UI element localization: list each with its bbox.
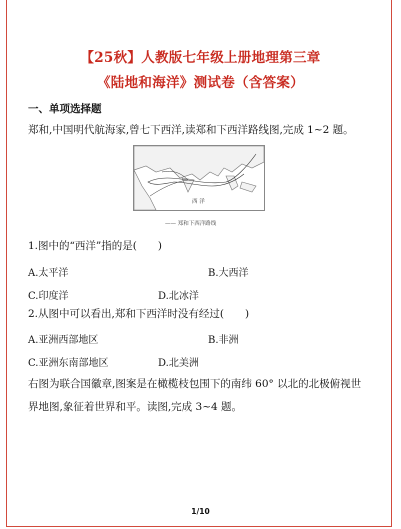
- page-number: 1/10: [191, 507, 210, 516]
- question-2-option-b[interactable]: B.非洲: [208, 335, 239, 346]
- section-heading: 一、单项选择题: [28, 103, 102, 115]
- question-intro-2-line-2: 界地图,象征着世界和平。读图,完成 3~4 题。: [28, 401, 243, 413]
- question-1-stem: 1.图中的“西洋”指的是( ): [28, 240, 162, 252]
- map-caption: —— 郑和下西洋路线: [165, 221, 217, 227]
- question-intro-1: 郑和,中国明代航海家,曾七下西洋,读郑和下西洋路线图,完成 1~2 题。: [28, 124, 354, 136]
- question-2-stem: 2.从图中可以看出,郑和下西洋时没有经过( ): [28, 308, 250, 320]
- question-2-option-c[interactable]: C.亚洲东南部地区: [28, 358, 109, 369]
- map-graphic: [134, 146, 264, 210]
- question-2-option-a[interactable]: A.亚洲西部地区: [28, 335, 99, 346]
- question-1-option-d[interactable]: D.北冰洋: [158, 291, 199, 302]
- question-1-option-a[interactable]: A.太平洋: [28, 268, 69, 279]
- question-1-option-b[interactable]: B.大西洋: [208, 268, 249, 279]
- document-title-line-2: 《陆地和海洋》测试卷（含答案）: [97, 75, 304, 91]
- question-intro-2-line-1: 右图为联合国徽章,图案是在橄榄枝包围下的南纬 60° 以北的北极俯视世: [28, 378, 362, 390]
- map-sea-label: 西 洋: [192, 199, 205, 205]
- question-2-option-d[interactable]: D.北美洲: [158, 358, 199, 369]
- document-title-line-1: 【25秋】人教版七年级上册地理第三章: [80, 50, 321, 66]
- question-1-option-c[interactable]: C.印度洋: [28, 291, 69, 302]
- zheng-he-route-map: [133, 145, 265, 211]
